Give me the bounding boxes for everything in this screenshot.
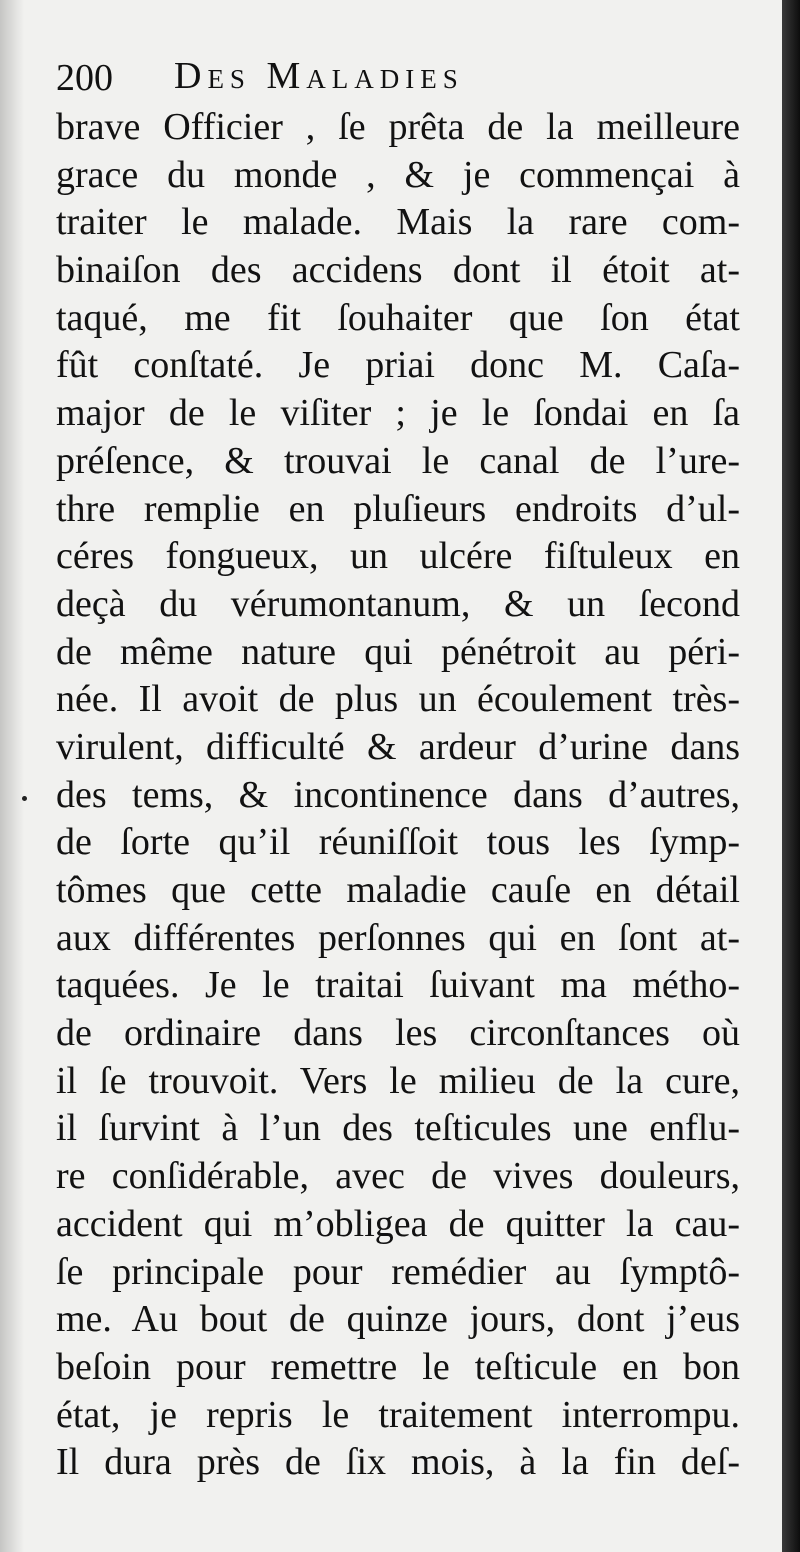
- text-line: taquées. Je le traitai ſuivant ma métho-: [56, 964, 740, 1007]
- ink-speck: [22, 796, 27, 801]
- text-line: fût conſtaté. Je priai donc M. Caſa-: [56, 344, 740, 387]
- text-line: traiter le malade. Mais la rare com-: [56, 201, 740, 244]
- text-line: binaiſon des accidens dont il étoit at-: [56, 249, 740, 292]
- text-line: de ordinaire dans les circonſtances où: [56, 1012, 740, 1055]
- text-line: re conſidérable, avec de vives douleurs,: [56, 1155, 740, 1198]
- text-line: tômes que cette maladie cauſe en détail: [56, 869, 740, 911]
- text-line: virulent, difficulté & ardeur d’urine dans: [56, 725, 740, 768]
- text-line: état, je repris le traitement interrompu.: [56, 1393, 740, 1436]
- text-line: céres fongueux, un ulcére fiſtuleux en: [56, 535, 740, 578]
- text-line: ſe principale pour remédier au ſymptô-: [56, 1250, 740, 1293]
- page-number: 200: [56, 57, 113, 99]
- text-line: major de le viſiter ; je le ſondai en ſa: [56, 392, 740, 435]
- text-line: me. Au bout de quinze jours, dont j’eus: [56, 1298, 740, 1341]
- text-line: il ſurvint à l’un des teſticules une enflu-: [56, 1107, 740, 1150]
- text-line: taqué, me fit ſouhaiter que ſon état: [56, 296, 740, 339]
- running-title: Des Maladies: [174, 55, 464, 97]
- text-line: deçà du vérumontanum, & un ſecond: [56, 582, 740, 625]
- text-line: brave Officier , ſe prêta de la meilleure: [56, 106, 740, 148]
- text-line: aux différentes perſonnes qui en ſont at-: [56, 916, 740, 959]
- page-edge-shadow: [782, 0, 800, 1552]
- text-line: beſoin pour remettre le teſticule en bon: [56, 1345, 740, 1388]
- text-line: préſence, & trouvai le canal de l’ure-: [56, 439, 740, 482]
- text-line: accident qui m’obligea de quitter la cau-: [56, 1202, 740, 1245]
- text-line: de ſorte qu’il réuniſſoit tous les ſymp-: [56, 821, 740, 864]
- text-line: de même nature qui pénétroit au péri-: [56, 630, 740, 673]
- body-text: [56, 104, 740, 1487]
- text-line: née. Il avoit de plus un écoulement très-: [56, 678, 740, 721]
- text-line: thre remplie en pluſieurs endroits d’ul-: [56, 487, 740, 530]
- text-line: il ſe trouvoit. Vers le milieu de la cure,: [56, 1059, 740, 1102]
- text-line: grace du monde , & je commençai à: [56, 153, 740, 196]
- gutter-shadow: [0, 0, 24, 1552]
- text-line: Il dura près de ſix mois, à la fin deſ-: [56, 1441, 740, 1484]
- text-line: des tems, & incontinence dans d’autres,: [56, 773, 740, 816]
- page-header: [56, 52, 756, 102]
